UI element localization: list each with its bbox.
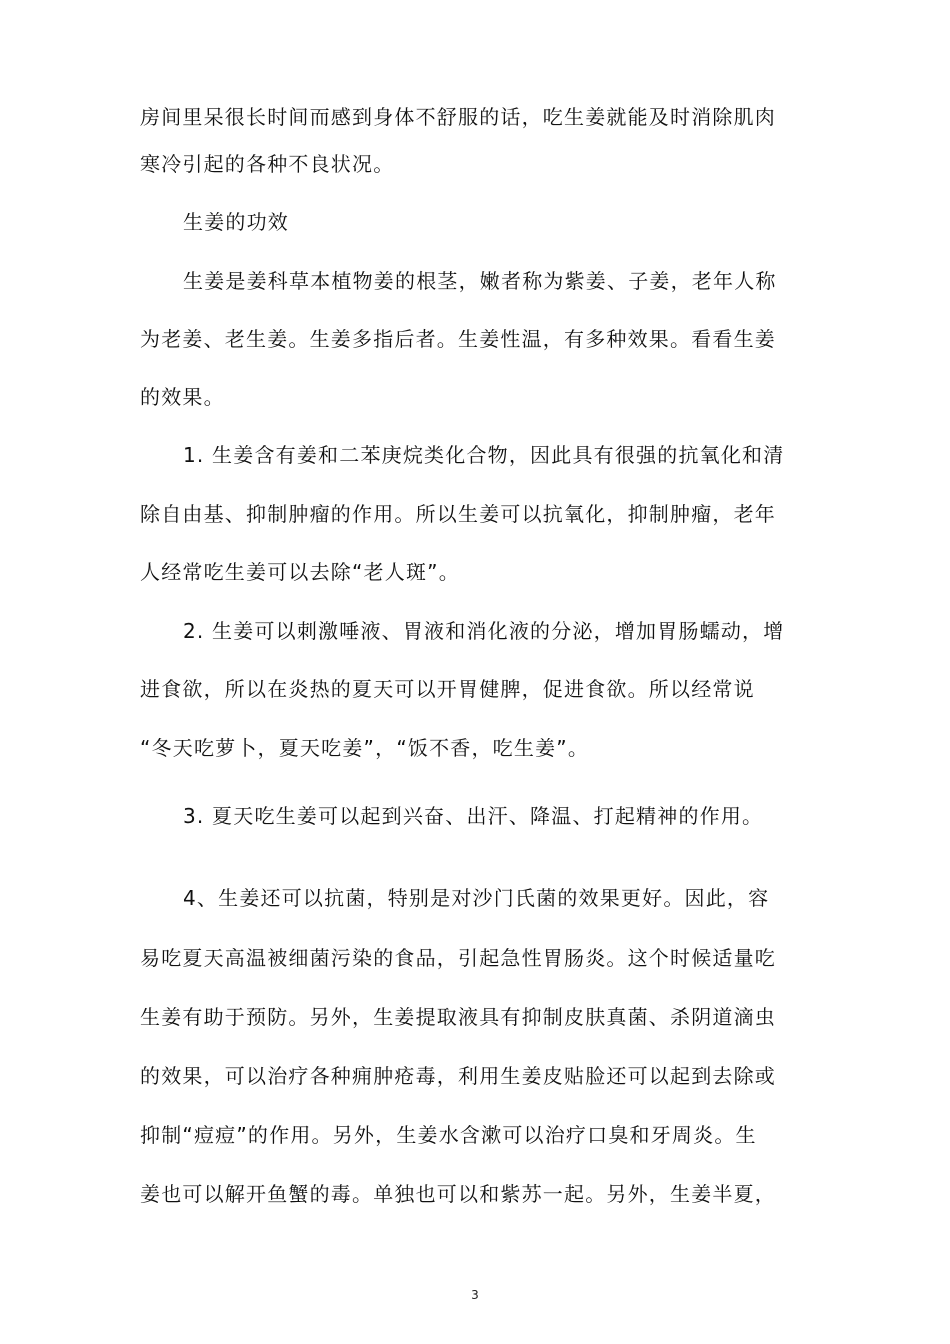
body-text-line: 房间里呆很长时间而感到身体不舒服的话，吃生姜就能及时消除肌肉 — [140, 105, 776, 129]
page-number: 3 — [471, 1288, 479, 1302]
body-text-line: 进食欲，所以在炎热的夏天可以开胃健脾，促进食欲。所以经常说 — [140, 677, 755, 701]
body-text-line: 姜也可以解开鱼蟹的毒。单独也可以和紫苏一起。另外，生姜半夏， — [140, 1182, 776, 1206]
body-text-line: 的效果，可以治疗各种痈肿疮毒，利用生姜皮贴脸还可以起到去除或 — [140, 1064, 776, 1088]
body-text-line: 抑制“痘痘”的作用。另外，生姜水含漱可以治疗口臭和牙周炎。生 — [140, 1123, 757, 1147]
list-item-text: 1. 生姜含有姜和二苯庚烷类化合物，因此具有很强的抗氧化和清 — [183, 443, 785, 467]
body-text-line: 的效果。 — [140, 385, 225, 409]
list-item-text: 2. 生姜可以刺激唾液、胃液和消化液的分泌，增加胃肠蠕动，增 — [183, 619, 785, 643]
body-text-line: “冬天吃萝卜，夏天吃姜”，“饭不香，吃生姜”。 — [140, 736, 590, 760]
body-text-line: 人经常吃生姜可以去除“老人斑”。 — [140, 560, 460, 584]
body-text-line: 为老姜、老生姜。生姜多指后者。生姜性温，有多种效果。看看生姜 — [140, 327, 776, 351]
list-item-text: 3. 夏天吃生姜可以起到兴奋、出汗、降温、打起精神的作用。 — [183, 804, 764, 828]
body-text-line: 易吃夏天高温被细菌污染的食品，引起急性胃肠炎。这个时候适量吃 — [140, 946, 776, 970]
list-item-text: 4、生姜还可以抗菌，特别是对沙门氏菌的效果更好。因此，容 — [183, 886, 770, 910]
section-heading: 生姜的功效 — [183, 210, 289, 234]
body-text-line: 生姜有助于预防。另外，生姜提取液具有抑制皮肤真菌、杀阴道滴虫 — [140, 1005, 776, 1029]
body-text-line: 除自由基、抑制肿瘤的作用。所以生姜可以抗氧化，抑制肿瘤，老年 — [140, 502, 776, 526]
body-text-line: 寒冷引起的各种不良状况。 — [140, 152, 395, 176]
body-text-line: 生姜是姜科草本植物姜的根茎，嫩者称为紫姜、子姜，老年人称 — [183, 269, 777, 293]
